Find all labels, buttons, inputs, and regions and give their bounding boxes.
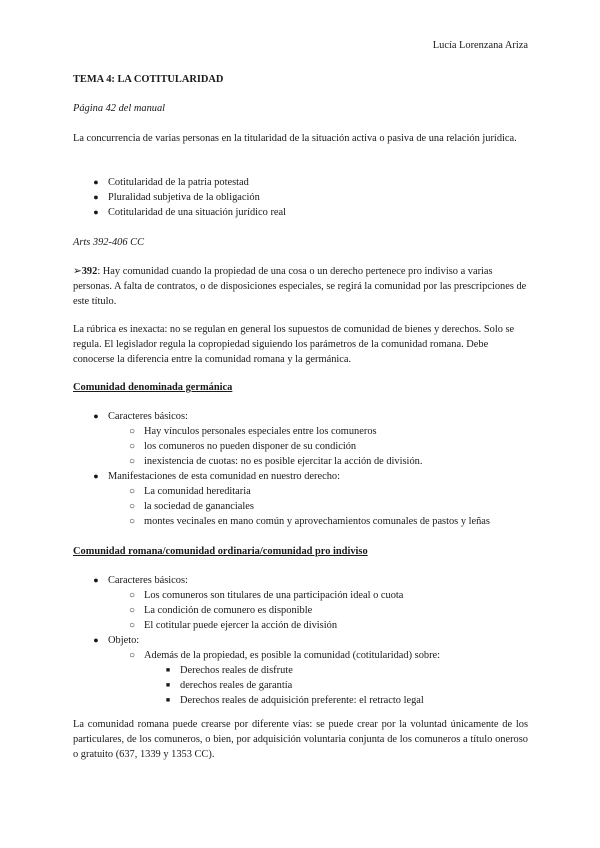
bullet-disc-icon: ●	[93, 575, 99, 585]
germanica-caracter-item: ○ los comuneros no pueden disponer de su condición	[144, 439, 356, 454]
intro-bullet: ● Pluralidad subjetiva de la obligación	[108, 190, 260, 205]
germanica-manifestacion-item: ○ La comunidad hereditaria	[144, 484, 251, 499]
bullet-disc-icon: ●	[93, 411, 99, 421]
bullet-circle-icon: ○	[128, 590, 136, 601]
romana-caracter-item: ○ La condición de comunero es disponible	[144, 603, 312, 618]
bullet-circle-icon: ○	[128, 441, 136, 452]
arrow-icon: ➢	[73, 266, 82, 277]
author-header: Lucía Lorenzana Ariza	[432, 40, 528, 51]
bullet-circle-icon: ○	[128, 516, 136, 527]
intro-bullet: ● Cotitularidad de la patria potestad	[108, 175, 249, 190]
rubrica-paragraph: La rúbrica es inexacta: no se regulan en general los supuestos de comunidad de bienes y derechos. Solo se regula. El legislador regula la copropiedad siguiendo los parámetros de la comunidad romana. Debe conocerse la diferencia entre la comunidad romana y la germánica.	[73, 324, 515, 365]
romana-heading: Comunidad romana/comunidad ordinaria/comunidad pro indiviso	[73, 546, 368, 557]
germanica-manifestacion-item: ○ montes vecinales en mano común y aprovechamientos comunales de pastos y leñas	[144, 514, 490, 529]
article-text: : Hay comunidad cuando la propiedad de una cosa o un derecho pertenece pro indiviso a varias personas. A falta de contratos, o de disposiciones especiales, se regirá la comunidad por las prescripciones de este título.	[73, 266, 527, 307]
bullet-circle-icon: ○	[128, 486, 136, 497]
bullet-square-icon: ■	[165, 681, 171, 689]
intro-bullet: ● Cotitularidad de una situación jurídico real	[108, 205, 286, 220]
romana-caracteres-bullet: ● Caracteres básicos:	[108, 573, 188, 588]
germanica-manifestaciones-bullet: ● Manifestaciones de esta comunidad en nuestro derecho:	[108, 469, 340, 484]
germanica-manifestacion-item: ○ la sociedad de gananciales	[144, 499, 254, 514]
bullet-disc-icon: ●	[93, 635, 99, 645]
closing-paragraph: La comunidad romana puede crearse por diferente vías: se puede crear por la voluntad únicamente de los particulares, de los comuneros, o bien, por adquisición voluntaria conjunta de los comuneros a título oneroso o gratuito (637, 1339 y 1353 CC).	[73, 719, 528, 760]
bullet-disc-icon: ●	[93, 192, 99, 202]
germanica-caracteres-bullet: ● Caracteres básicos:	[108, 409, 188, 424]
bullet-disc-icon: ●	[93, 471, 99, 481]
germanica-caracter-item: ○ Hay vínculos personales especiales entre los comuneros	[144, 424, 377, 439]
bullet-square-icon: ■	[165, 696, 171, 704]
bullet-circle-icon: ○	[128, 605, 136, 616]
bullet-disc-icon: ●	[93, 207, 99, 217]
manual-reference: Página 42 del manual	[73, 103, 166, 114]
article-392-paragraph	[73, 264, 528, 309]
romana-caracter-item: ○ Los comuneros son titulares de una participación ideal o cuota	[144, 588, 403, 603]
romana-objeto-item: ■ derechos reales de garantía	[180, 678, 292, 693]
romana-objeto-sub: ○ Además de la propiedad, es posible la comunidad (cotitularidad) sobre:	[144, 648, 440, 663]
bullet-disc-icon: ●	[93, 177, 99, 187]
article-number: 392	[81, 266, 98, 277]
germanica-heading: Comunidad denominada germánica	[73, 382, 233, 393]
bullet-square-icon: ■	[165, 666, 171, 674]
page-title: TEMA 4: LA COTITULARIDAD	[73, 74, 224, 85]
romana-objeto-item: ■ Derechos reales de adquisición preferente: el retracto legal	[180, 693, 424, 708]
romana-objeto-bullet: ● Objeto:	[108, 633, 139, 648]
bullet-circle-icon: ○	[128, 650, 136, 661]
intro-paragraph: La concurrencia de varias personas en la titularidad de la situación activa o pasiva de una relación jurídica.	[73, 133, 517, 144]
germanica-caracter-item: ○ inexistencia de cuotas: no es posible ejercitar la acción de división.	[144, 454, 422, 469]
articles-reference: Arts 392-406 CC	[73, 237, 145, 248]
bullet-circle-icon: ○	[128, 501, 136, 512]
bullet-circle-icon: ○	[128, 620, 136, 631]
romana-objeto-item: ■ Derechos reales de disfrute	[180, 663, 293, 678]
bullet-circle-icon: ○	[128, 426, 136, 437]
bullet-circle-icon: ○	[128, 456, 136, 467]
romana-caracter-item: ○ El cotitular puede ejercer la acción de división	[144, 618, 337, 633]
